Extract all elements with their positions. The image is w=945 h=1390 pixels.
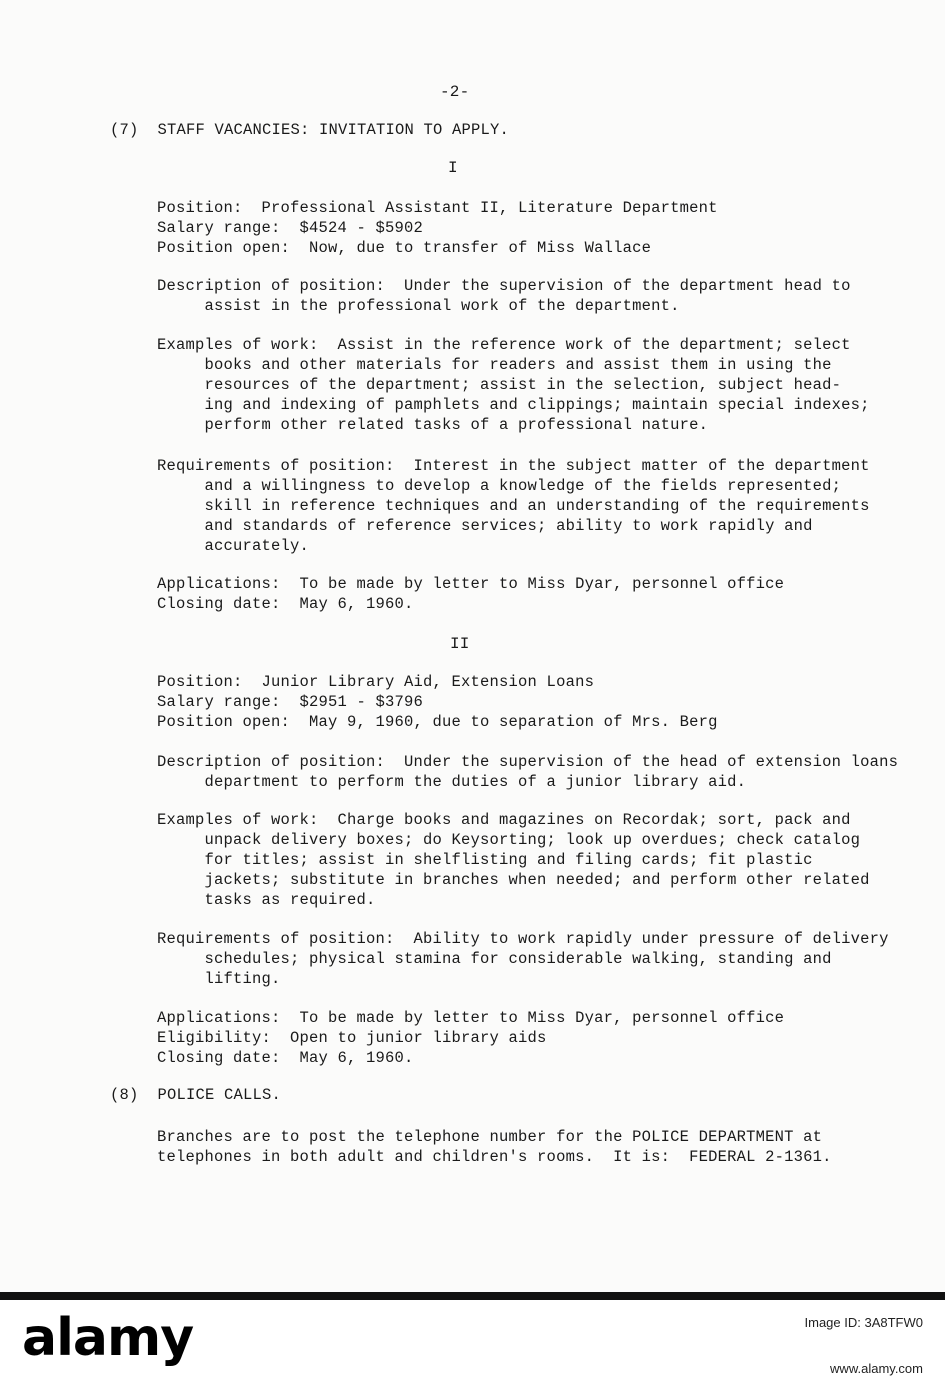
position1-examples-line: Examples of work: Assist in the reference work of the department; select xyxy=(157,336,851,354)
position2-examples-line: Examples of work: Charge books and magazines on Recordak; sort, pack and xyxy=(157,811,851,829)
position2-requirements-line: Requirements of position: Ability to work rapidly under pressure of delivery xyxy=(157,930,889,948)
position1-requirements-line: skill in reference techniques and an understanding of the requirements xyxy=(157,497,870,515)
position1-requirements-line: and a willingness to develop a knowledge of the fields represented; xyxy=(157,477,842,495)
position2-requirements-line: schedules; physical stamina for considerable walking, standing and xyxy=(157,950,832,968)
position1-examples-line: books and other materials for readers and assist them in using the xyxy=(157,356,832,374)
position1-requirements-line: and standards of reference services; ability to work rapidly and xyxy=(157,517,813,535)
roman-numeral-2: II xyxy=(450,635,470,653)
position2-description-line: department to perform the duties of a junior library aid. xyxy=(157,773,747,791)
position2-title: Position: Junior Library Aid, Extension Loans xyxy=(157,673,595,691)
section-8-heading: (8) POLICE CALLS. xyxy=(110,1086,282,1104)
position1-title: Position: Professional Assistant II, Literature Department xyxy=(157,199,718,217)
position2-examples-line: jackets; substitute in branches when needed; and perform other related xyxy=(157,871,870,889)
position1-description-line: assist in the professional work of the department. xyxy=(157,297,680,315)
banner-divider xyxy=(0,1292,945,1300)
alamy-logo: alamy xyxy=(22,1308,194,1368)
position1-examples-line: perform other related tasks of a professional nature. xyxy=(157,416,709,434)
position2-examples-line: for titles; assist in shelflisting and filing cards; fit plastic xyxy=(157,851,813,869)
position1-examples-line: resources of the department; assist in the selection, subject head- xyxy=(157,376,842,394)
position2-eligibility: Eligibility: Open to junior library aids xyxy=(157,1029,547,1047)
section-8-body-line: telephones in both adult and children's rooms. It is: FEDERAL 2-1361. xyxy=(157,1148,832,1166)
position2-open: Position open: May 9, 1960, due to separation of Mrs. Berg xyxy=(157,713,718,731)
image-id-block xyxy=(805,1314,923,1331)
position2-salary: Salary range: $2951 - $3796 xyxy=(157,693,424,711)
position2-examples-line: unpack delivery boxes; do Keysorting; look up overdues; check catalog xyxy=(157,831,861,849)
position2-description-line: Description of position: Under the supervision of the head of extension loans xyxy=(157,753,899,771)
position2-applications: Applications: To be made by letter to Miss Dyar, personnel office xyxy=(157,1009,785,1027)
position1-applications: Applications: To be made by letter to Miss Dyar, personnel office xyxy=(157,575,785,593)
position1-description-line: Description of position: Under the supervision of the department head to xyxy=(157,277,851,295)
position2-examples-line: tasks as required. xyxy=(157,891,376,909)
alamy-url: www.alamy.com xyxy=(830,1361,923,1376)
watermark-banner xyxy=(0,1292,945,1390)
position1-requirements-line: accurately. xyxy=(157,537,310,555)
roman-numeral-1: I xyxy=(448,159,458,177)
section-8-body-line: Branches are to post the telephone number for the POLICE DEPARTMENT at xyxy=(157,1128,823,1146)
position1-requirements-line: Requirements of position: Interest in the subject matter of the department xyxy=(157,457,870,475)
image-id: Image ID: 3A8TFW0 xyxy=(804,1315,923,1330)
position1-closing-date: Closing date: May 6, 1960. xyxy=(157,595,414,613)
section-7-heading: (7) STAFF VACANCIES: INVITATION TO APPLY. xyxy=(110,121,510,139)
position2-closing-date: Closing date: May 6, 1960. xyxy=(157,1049,414,1067)
position2-requirements-line: lifting. xyxy=(157,970,281,988)
position1-open: Position open: Now, due to transfer of Miss Wallace xyxy=(157,239,652,257)
position1-salary: Salary range: $4524 - $5902 xyxy=(157,219,424,237)
position1-examples-line: ing and indexing of pamphlets and clippings; maintain special indexes; xyxy=(157,396,870,414)
page-number: -2- xyxy=(440,83,470,101)
